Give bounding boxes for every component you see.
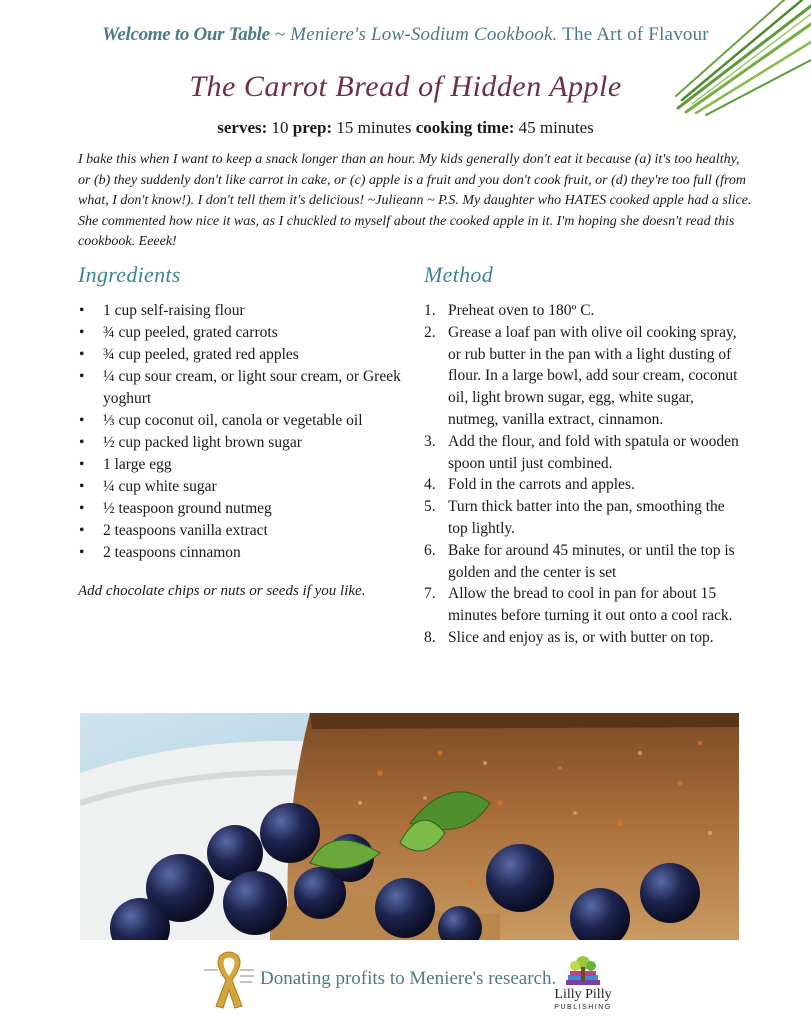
ingredient-item: • ¼ cup white sugar [78,476,408,498]
method-step [424,583,744,627]
step-number: 1. [424,302,436,319]
ingredient-item: • 2 teaspoons vanilla extract [78,520,408,542]
method-step [424,540,744,584]
serves-value: 10 [271,118,289,137]
ingredient-item: • 1 cup self-raising flour [78,300,408,322]
method-step [424,322,744,431]
method-list [424,300,744,649]
publisher-subtitle: PUBLISHING [554,1004,612,1011]
method-step [424,474,744,496]
footer-donation-text: Donating profits to Meniere's research. [260,968,557,989]
cook-value: 45 minutes [518,118,594,137]
header-tagline: The Art of Flavour [557,24,709,45]
ingredient-item: • ⅓ cup coconut oil, canola or vegetable oil [78,410,408,432]
step-text: Bake for around 45 minutes, or until the top is golden and the center is set [448,541,735,581]
ingredient-item: • 2 teaspoons cinnamon [78,542,408,564]
method-heading: Method [424,262,494,287]
step-number: 3. [424,432,436,450]
method-step [424,300,744,322]
method-step [424,496,744,540]
method-step [424,431,744,475]
step-number: 4. [424,476,436,494]
header-book-title: Meniere's Low-Sodium Cookbook. [290,24,558,45]
ingredient-item: • 1 large egg [78,454,408,476]
ingredient-item: • ½ teaspoon ground nutmeg [78,498,408,520]
ingredient-item: • ¼ cup sour cream, or light sour cream, or Greek yoghurt [78,366,408,410]
cook-label: cooking time: [415,118,515,137]
recipe-title: The Carrot Bread of Hidden Apple [189,70,622,103]
step-text: Add the flour, and fold with spatula or wooden spoon until just combined. [448,432,739,472]
step-number: 5. [424,498,436,516]
step-text: Slice and enjoy as is, or with butter on top. [448,628,714,646]
step-number: 7. [424,585,436,603]
step-text: Fold in the carrots and apples. [448,476,635,494]
ingredient-item: • ¾ cup peeled, grated carrots [78,322,408,344]
step-text: Preheat oven to 180º C. [448,302,595,319]
prep-value: 15 minutes [336,118,412,137]
publisher-name: Lilly Pilly [554,987,612,1002]
step-text: Grease a loaf pan with olive oil cooking spray, or rub butter in the pan with a light dusting of flour. In a large bowl, add sour cream, coconut oil, light brown sugar, egg, white sugar, nutmeg, vanilla extract, cinnamon. [448,323,738,428]
header-separator: ~ [269,24,291,45]
ingredient-item: • ¾ cup peeled, grated red apples [78,344,408,366]
step-number: 6. [424,541,436,559]
method-step [424,627,744,649]
serves-label: serves: [217,118,268,137]
ingredients-list [78,300,408,564]
step-text: Allow the bread to cool in pan for about 15 minutes before turning it out onto a cool rack. [448,585,733,625]
prep-label: prep: [292,118,333,137]
carrot-bread-photo [80,713,739,940]
step-text: Turn thick batter into the pan, smoothing the top lightly. [448,498,725,537]
header-welcome: Welcome to Our Table [102,24,270,45]
recipe-meta [0,118,811,138]
awareness-ribbon-logo [198,950,260,1010]
recipe-intro: I bake this when I want to keep a snack longer than an hour. My kids generally don't eat it because (a) it's too healthy, or (b) they suddenly don't like carrot in cake, or (c) apple is a fruit and you don't cook fruit, or (d) they're too full (from what, I don't know!). I don't tell them it's delicious! ~Julieann ~ P.S. My daughter who HATES cooked apple had a slice. She commented how nice it was, as I chuckled to myself about the cooked apple in it. I'm hoping she doesn't read this cookbook. Eeeek! [78,152,752,249]
book-header [0,24,811,46]
step-number: 8. [424,628,436,646]
ingredients-heading: Ingredients [78,262,181,287]
ingredients-note: Add chocolate chips or nuts or seeds if you like. [78,583,366,599]
ingredient-item: • ½ cup packed light brown sugar [78,432,408,454]
step-number: 2. [424,323,436,341]
